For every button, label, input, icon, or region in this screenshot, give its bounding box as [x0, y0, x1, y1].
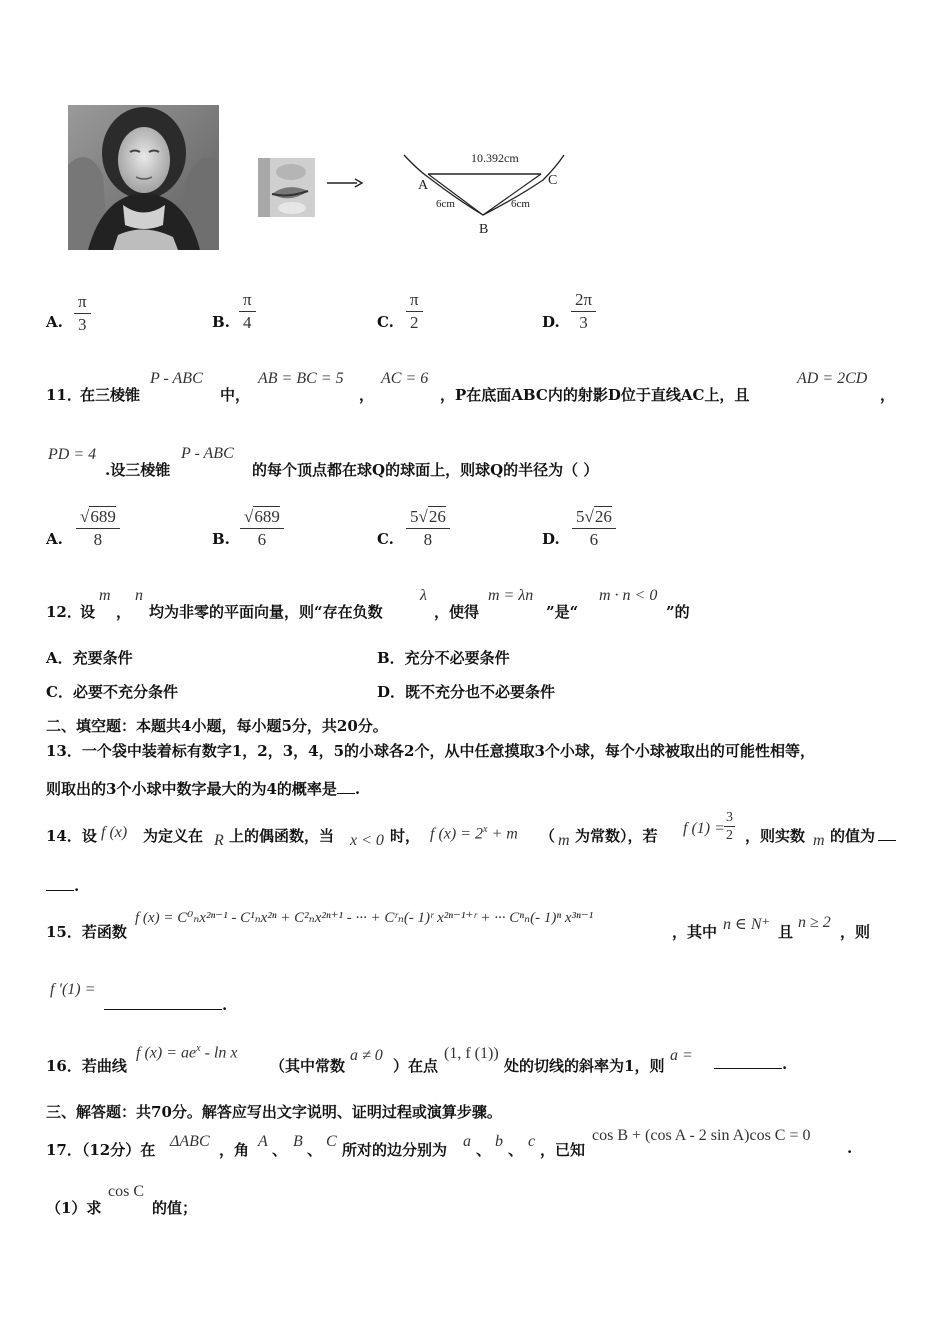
q10-option-b-value: $\frac{\pi}{4}$ [239, 290, 256, 333]
q17-text-3: 、 [307, 1141, 323, 1159]
q11-option-d-value: $\frac{5√26}{6}$ [572, 507, 616, 550]
q12-number: 12． [46, 603, 82, 621]
q14-text-2: 上的偶函数，当 [229, 827, 335, 845]
q11-option-a-value: $\frac{√689}{8}$ [76, 507, 120, 550]
q14-math-fx: f (x) [101, 824, 128, 841]
q14-answer-blank-2[interactable]: . [46, 877, 79, 895]
diagram-point-c: C [548, 173, 558, 188]
diagram-right-side: 6cm [511, 198, 530, 210]
q12-option-a: A．充要条件 [46, 649, 133, 667]
q15-number: 15．若函数 [46, 923, 127, 941]
q17-text-6: 、 [508, 1141, 524, 1159]
q12-option-d: D．既不充分也不必要条件 [377, 683, 556, 701]
q11-math-6: P - ABC [181, 445, 234, 462]
q16-text-1: （其中常数 [270, 1057, 346, 1075]
q14-text-5: 为常数），若 [575, 827, 658, 845]
mona-lisa-photo [68, 105, 219, 250]
q15-math-n: n ∈ N⁺ [723, 916, 770, 933]
q17-math-a-angle: A [258, 1133, 268, 1150]
q12-math-m: m [99, 587, 111, 604]
q11-text-5: ， [880, 386, 896, 404]
diagram-left-side: 6cm [436, 198, 455, 210]
q12-text-2: ， [116, 603, 132, 621]
lips-closeup-photo [258, 158, 315, 217]
q16-text-3: 处的切线的斜率为1，则 [504, 1057, 665, 1075]
q10-option-c-value: $\frac{\pi}{2}$ [406, 290, 423, 333]
triangle-diagram [398, 145, 573, 240]
q15-formula: f (x) = C⁰ₙx²ⁿ⁻¹ - C¹ₙx²ⁿ + C²ₙx²ⁿ⁺¹ - ··· + Cʳₙ(- 1)ʳ x²ⁿ⁻¹⁺ʳ + ··· Cⁿₙ(- 1)ⁿ x³ⁿ⁻¹ [135, 910, 594, 926]
q15-text-1: ，其中 [672, 923, 718, 941]
q10-option-d-label: D. [542, 313, 560, 331]
q10-option-c-label: C. [377, 313, 394, 331]
q15-answer-blank[interactable]: . [104, 996, 227, 1014]
q13-line-2: 则取出的3个小球中数字最大的为4的概率是 . [46, 780, 361, 798]
section-2-heading: 二、填空题：本题共4小题，每小题5分，共20分。 [46, 717, 388, 735]
q14-answer-blank-1[interactable] [878, 840, 896, 841]
diagram-point-a: A [418, 178, 429, 193]
q17-text-1: ，角 [219, 1141, 250, 1159]
q17-part-1-text: 的值； [152, 1199, 198, 1217]
q16-answer-blank[interactable]: . [714, 1055, 787, 1073]
q11-math-3: AC = 6 [381, 370, 429, 387]
q16-number: 16．若曲线 [46, 1057, 127, 1075]
q14-text-7: 的值为 [830, 827, 876, 845]
q17-text-5: 、 [476, 1141, 492, 1159]
q17-math-c-angle: C [326, 1133, 337, 1150]
right-arrow-icon [325, 176, 365, 190]
q11-math-2: AB = BC = 5 [258, 370, 344, 387]
q14-math-m2: m [813, 832, 825, 849]
q14-text-4: （ [540, 827, 556, 845]
q14-math-f1: f (1) = [683, 820, 725, 837]
q16-math-aeq: a = [670, 1047, 693, 1064]
q10-option-b-label: B. [212, 313, 230, 331]
q11-option-c-label: C. [377, 530, 394, 548]
section-3-heading: 三、解答题：共70分。解答应写出文字说明、证明过程或演算步骤。 [46, 1103, 502, 1121]
q14-number: 14．设 [46, 827, 97, 845]
q17-text-7: ，已知 [540, 1141, 586, 1159]
q14-text-3: 时， [390, 827, 421, 845]
q11-math-4: AD = 2CD [797, 370, 868, 387]
q12-text-6: ”的 [666, 603, 690, 621]
q10-option-a-value: $\frac{\pi}{3}$ [74, 292, 91, 335]
q11-number: 11． [46, 386, 82, 404]
diagram-top-length: 10.392cm [471, 151, 519, 165]
q17-text-2: 、 [272, 1141, 288, 1159]
q11-option-b-label: B. [212, 530, 230, 548]
q17-part-1-label: （1）求 [46, 1199, 102, 1217]
q17-math-a-side: a [463, 1133, 471, 1150]
q17-part-1-math: cos C [108, 1183, 144, 1200]
q11-text-2: 中， [220, 386, 251, 404]
q17-math-b-angle: B [293, 1133, 303, 1150]
q17-number: 17．（12分）在 [46, 1141, 156, 1159]
q12-option-c: C．必要不充分条件 [46, 683, 178, 701]
q14-text-1: 为定义在 [143, 827, 204, 845]
q15-math-fprime: f ′(1) = [50, 981, 96, 998]
q12-text-1: 设 [80, 603, 96, 621]
q11-text-1: 在三棱锥 [80, 386, 141, 404]
q11-math-1: P - ABC [150, 370, 203, 387]
q15-text-2: 且 [778, 923, 794, 941]
q14-math-def: f $(x) = 2^x + m$ [430, 824, 518, 843]
q12-text-5: ”是“ [546, 603, 579, 621]
q16-math-f: f $(x) = ae^x - \ln x$ [136, 1043, 238, 1062]
q12-math-ineq: m · n < 0 [599, 587, 658, 604]
q11-text-6: .设三棱锥 [105, 461, 171, 479]
q16-text-2: ）在点 [393, 1057, 439, 1075]
q11-text-4: ，P在底面ABC内的射影D位于直线AC上，且 [440, 386, 750, 404]
q16-math-point: (1, f (1)) [444, 1045, 499, 1062]
q17-math-condition: cos B + (cos A - 2 sin A)cos C = 0 [592, 1127, 811, 1144]
q17-math-triangle: ΔABC [170, 1133, 210, 1150]
q11-math-5: PD = 4 [48, 446, 97, 463]
q11-text-3: ， [359, 386, 375, 404]
q14-math-cond: x < 0 [350, 832, 384, 849]
q10-option-d-value: $\frac{2\pi}{3}$ [571, 290, 596, 333]
q12-math-n: n [135, 587, 143, 604]
q13-line-1: 13．一个袋中装着标有数字1，2，3，4，5的小球各2个，从中任意摸取3个小球，每个小球被取出的可能性相等， [46, 742, 815, 760]
q12-text-3: 均为非零的平面向量，则“存在负数 [149, 603, 383, 621]
q15-text-3: ，则 [840, 923, 871, 941]
q16-math-a: a ≠ 0 [350, 1047, 383, 1064]
q12-option-b: B．充分不必要条件 [377, 649, 510, 667]
q11-option-c-value: $\frac{5√26}{8}$ [406, 507, 450, 550]
q12-math-lambda: λ [420, 587, 427, 604]
q17-text-4: 所对的边分别为 [342, 1141, 448, 1159]
q11-option-b-value: $\frac{√689}{6}$ [240, 507, 284, 550]
q17-math-b-side: b [495, 1133, 503, 1150]
q13-answer-blank[interactable] [337, 793, 355, 794]
q14-math-m: m [558, 832, 570, 849]
q11-option-d-label: D. [542, 530, 560, 548]
q14-math-frac: $\frac{3}{2}$ [726, 810, 733, 843]
q10-option-a-label: A. [46, 313, 63, 331]
q14-math-r: R [214, 832, 224, 849]
q17-math-c-side: c [528, 1133, 536, 1150]
diagram-point-b: B [479, 222, 489, 237]
q14-text-6: ，则实数 [745, 827, 806, 845]
q11-text-7: 的每个顶点都在球Q的球面上，则球Q的半径为（ ） [252, 461, 599, 479]
q11-option-a-label: A. [46, 530, 63, 548]
q15-math-cond: n ≥ 2 [798, 914, 831, 931]
q12-text-4: ，使得 [434, 603, 480, 621]
q17-end: . [847, 1139, 853, 1157]
q12-math-eq: m = λn [488, 587, 534, 604]
